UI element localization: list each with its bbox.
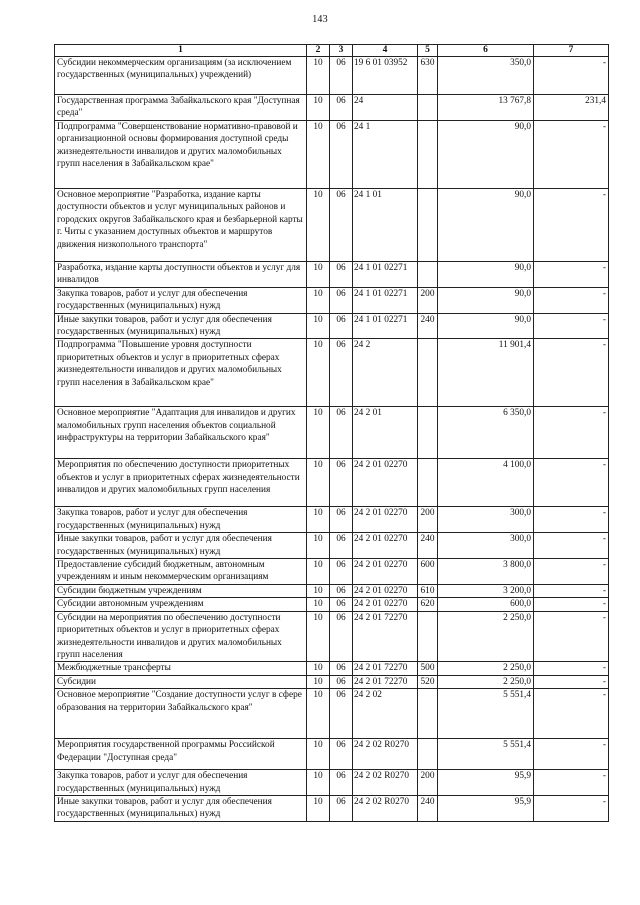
row-subsection: 06	[330, 611, 353, 662]
row-target-code: 24	[353, 95, 418, 121]
row-amount-2: -	[534, 675, 609, 688]
row-amount-2: -	[534, 598, 609, 611]
row-expense-type	[418, 739, 438, 770]
row-target-code: 24 2 01 72270	[353, 662, 418, 675]
row-section: 10	[307, 795, 330, 821]
row-amount: 95,9	[438, 795, 534, 821]
row-name: Закупка товаров, работ и услуг для обеспечения государственных (муниципальных) нужд	[55, 507, 307, 533]
row-target-code: 24 1 01	[353, 189, 418, 262]
row-subsection: 06	[330, 57, 353, 95]
table-row	[55, 584, 609, 597]
row-amount: 90,0	[438, 287, 534, 313]
page-number: 143	[312, 14, 328, 25]
row-section: 10	[307, 313, 330, 339]
row-amount-2: -	[534, 287, 609, 313]
row-expense-type	[418, 689, 438, 739]
row-name: Мероприятия по обеспечению доступности приоритетных объектов и услуг в приоритетных сферах жизнедеятельности инвалидов и других маломобильных групп населения	[55, 459, 307, 507]
table-row	[55, 313, 609, 339]
row-section: 10	[307, 662, 330, 675]
table-row	[55, 287, 609, 313]
row-amount-2: -	[534, 189, 609, 262]
row-amount: 3 800,0	[438, 559, 534, 585]
row-target-code: 24 2 02 R0270	[353, 770, 418, 796]
row-section: 10	[307, 739, 330, 770]
row-target-code: 24 2 02	[353, 689, 418, 739]
table-row	[55, 662, 609, 675]
row-amount-2: -	[534, 57, 609, 95]
row-amount: 13 767,8	[438, 95, 534, 121]
table-row	[55, 533, 609, 559]
row-amount: 90,0	[438, 189, 534, 262]
row-amount-2: -	[534, 262, 609, 288]
table-row	[55, 559, 609, 585]
row-subsection: 06	[330, 675, 353, 688]
row-amount-2: -	[534, 584, 609, 597]
table-row	[55, 262, 609, 288]
row-section: 10	[307, 584, 330, 597]
row-target-code: 24 2 01 72270	[353, 675, 418, 688]
row-subsection: 06	[330, 407, 353, 459]
row-section: 10	[307, 598, 330, 611]
row-expense-type: 630	[418, 57, 438, 95]
row-amount: 90,0	[438, 313, 534, 339]
table-row	[55, 770, 609, 796]
header-col-2: 2	[307, 45, 330, 57]
row-amount: 3 200,0	[438, 584, 534, 597]
row-target-code: 24 2	[353, 339, 418, 407]
row-target-code: 24 2 01 72270	[353, 611, 418, 662]
row-expense-type: 520	[418, 675, 438, 688]
row-amount-2: -	[534, 770, 609, 796]
row-target-code: 19 6 01 03952	[353, 57, 418, 95]
row-section: 10	[307, 57, 330, 95]
row-expense-type	[418, 95, 438, 121]
row-expense-type: 240	[418, 795, 438, 821]
row-target-code: 24 2 01 02270	[353, 459, 418, 507]
row-amount-2: -	[534, 795, 609, 821]
row-amount: 600,0	[438, 598, 534, 611]
row-subsection: 06	[330, 559, 353, 585]
row-amount-2: -	[534, 689, 609, 739]
row-subsection: 06	[330, 770, 353, 796]
row-name: Субсидии	[55, 675, 307, 688]
row-expense-type: 200	[418, 287, 438, 313]
row-subsection: 06	[330, 121, 353, 189]
row-name: Субсидии на мероприятия по обеспечению доступности приоритетных объектов и услуг в приоритетных сферах жизнедеятельности инвалидов и других маломобильных групп населения	[55, 611, 307, 662]
row-section: 10	[307, 770, 330, 796]
row-expense-type	[418, 339, 438, 407]
row-subsection: 06	[330, 662, 353, 675]
row-amount-2: -	[534, 739, 609, 770]
row-name: Основное мероприятие "Адаптация для инвалидов и других маломобильных групп населения объектов социальной инфраструктуры на территории Забайкальского края"	[55, 407, 307, 459]
row-subsection: 06	[330, 287, 353, 313]
row-amount: 2 250,0	[438, 662, 534, 675]
row-target-code: 24 2 02 R0270	[353, 739, 418, 770]
row-amount: 350,0	[438, 57, 534, 95]
row-amount-2: 231,4	[534, 95, 609, 121]
table-row	[55, 611, 609, 662]
header-col-7: 7	[534, 45, 609, 57]
row-expense-type: 620	[418, 598, 438, 611]
row-amount: 95,9	[438, 770, 534, 796]
row-name: Разработка, издание карты доступности объектов и услуг для инвалидов	[55, 262, 307, 288]
row-name: Подпрограмма "Повышение уровня доступности приоритетных объектов и услуг в приоритетных сферах жизнедеятельности инвалидов и других маломобильных групп населения в Забайкальском крае"	[55, 339, 307, 407]
table-row	[55, 675, 609, 688]
row-subsection: 06	[330, 262, 353, 288]
row-expense-type: 240	[418, 533, 438, 559]
row-subsection: 06	[330, 689, 353, 739]
row-subsection: 06	[330, 507, 353, 533]
row-expense-type	[418, 407, 438, 459]
row-name: Иные закупки товаров, работ и услуг для обеспечения государственных (муниципальных) нужд	[55, 313, 307, 339]
table-row	[55, 57, 609, 95]
row-section: 10	[307, 121, 330, 189]
row-section: 10	[307, 189, 330, 262]
table-row	[55, 795, 609, 821]
header-col-3: 3	[330, 45, 353, 57]
row-section: 10	[307, 507, 330, 533]
row-section: 10	[307, 287, 330, 313]
header-col-1: 1	[55, 45, 307, 57]
row-target-code: 24 2 01 02270	[353, 507, 418, 533]
row-name: Субсидии бюджетным учреждениям	[55, 584, 307, 597]
row-section: 10	[307, 611, 330, 662]
table-row	[55, 598, 609, 611]
table-row	[55, 121, 609, 189]
row-name: Предоставление субсидий бюджетным, автономным учреждениям и иным некоммерческим организациям	[55, 559, 307, 585]
row-target-code: 24 2 01 02270	[353, 598, 418, 611]
row-subsection: 06	[330, 739, 353, 770]
header-row	[55, 45, 609, 57]
table-row	[55, 339, 609, 407]
row-subsection: 06	[330, 795, 353, 821]
row-expense-type	[418, 262, 438, 288]
row-target-code: 24 2 01	[353, 407, 418, 459]
row-subsection: 06	[330, 533, 353, 559]
table-row	[55, 689, 609, 739]
header-col-4: 4	[353, 45, 418, 57]
row-amount-2: -	[534, 559, 609, 585]
row-name: Подпрограмма "Совершенствование нормативно-правовой и организационной основы формирования доступной среды жизнедеятельности инвалидов и других маломобильных групп населения в Забайкальском крае"	[55, 121, 307, 189]
row-amount-2: -	[534, 459, 609, 507]
row-target-code: 24 2 01 02270	[353, 559, 418, 585]
row-expense-type: 600	[418, 559, 438, 585]
row-amount-2: -	[534, 507, 609, 533]
row-amount-2: -	[534, 407, 609, 459]
row-name: Основное мероприятие "Разработка, издание карты доступности объектов и услуг муниципальных районов и городских округов Забайкальского края и безбарьерной карты г. Читы с указанием доступных объектов и маршрутов движения низкопольного транспорта"	[55, 189, 307, 262]
row-subsection: 06	[330, 189, 353, 262]
row-subsection: 06	[330, 584, 353, 597]
row-name: Субсидии автономным учреждениям	[55, 598, 307, 611]
row-section: 10	[307, 262, 330, 288]
row-amount: 4 100,0	[438, 459, 534, 507]
row-name: Закупка товаров, работ и услуг для обеспечения государственных (муниципальных) нужд	[55, 287, 307, 313]
row-amount: 5 551,4	[438, 689, 534, 739]
row-amount-2: -	[534, 339, 609, 407]
table-row	[55, 95, 609, 121]
row-amount-2: -	[534, 662, 609, 675]
row-name: Основное мероприятие "Создание доступности услуг в сфере образования на территории Забайкальского края"	[55, 689, 307, 739]
row-target-code: 24 1 01 02271	[353, 287, 418, 313]
row-expense-type	[418, 459, 438, 507]
row-amount: 5 551,4	[438, 739, 534, 770]
row-amount: 90,0	[438, 121, 534, 189]
row-name: Государственная программа Забайкальского края "Доступная среда"	[55, 95, 307, 121]
row-target-code: 24 1 01 02271	[353, 262, 418, 288]
row-target-code: 24 2 02 R0270	[353, 795, 418, 821]
row-amount: 11 901,4	[438, 339, 534, 407]
row-expense-type: 240	[418, 313, 438, 339]
row-target-code: 24 1 01 02271	[353, 313, 418, 339]
budget-table	[54, 44, 609, 822]
row-name: Иные закупки товаров, работ и услуг для обеспечения государственных (муниципальных) нужд	[55, 795, 307, 821]
row-amount: 90,0	[438, 262, 534, 288]
table-row	[55, 507, 609, 533]
table-row	[55, 459, 609, 507]
row-subsection: 06	[330, 459, 353, 507]
row-expense-type: 200	[418, 770, 438, 796]
row-amount: 300,0	[438, 507, 534, 533]
row-subsection: 06	[330, 95, 353, 121]
row-section: 10	[307, 675, 330, 688]
row-amount-2: -	[534, 121, 609, 189]
row-amount: 300,0	[438, 533, 534, 559]
table-body	[55, 57, 609, 822]
row-section: 10	[307, 407, 330, 459]
row-name: Иные закупки товаров, работ и услуг для обеспечения государственных (муниципальных) нужд	[55, 533, 307, 559]
header-col-6: 6	[438, 45, 534, 57]
table-row	[55, 189, 609, 262]
row-subsection: 06	[330, 313, 353, 339]
row-section: 10	[307, 95, 330, 121]
row-expense-type	[418, 121, 438, 189]
row-expense-type: 200	[418, 507, 438, 533]
row-amount: 2 250,0	[438, 611, 534, 662]
row-amount-2: -	[534, 533, 609, 559]
row-name: Мероприятия государственной программы Российской Федерации "Доступная среда"	[55, 739, 307, 770]
row-section: 10	[307, 533, 330, 559]
row-expense-type: 500	[418, 662, 438, 675]
row-section: 10	[307, 339, 330, 407]
row-expense-type: 610	[418, 584, 438, 597]
row-amount-2: -	[534, 611, 609, 662]
table-row	[55, 739, 609, 770]
row-expense-type	[418, 189, 438, 262]
row-target-code: 24 1	[353, 121, 418, 189]
row-name: Межбюджетные трансферты	[55, 662, 307, 675]
row-amount: 6 350,0	[438, 407, 534, 459]
row-amount-2: -	[534, 313, 609, 339]
row-expense-type	[418, 611, 438, 662]
header-col-5: 5	[418, 45, 438, 57]
row-subsection: 06	[330, 339, 353, 407]
table-row	[55, 407, 609, 459]
row-subsection: 06	[330, 598, 353, 611]
row-section: 10	[307, 559, 330, 585]
row-name: Закупка товаров, работ и услуг для обеспечения государственных (муниципальных) нужд	[55, 770, 307, 796]
row-target-code: 24 2 01 02270	[353, 584, 418, 597]
row-section: 10	[307, 459, 330, 507]
row-section: 10	[307, 689, 330, 739]
row-amount: 2 250,0	[438, 675, 534, 688]
row-name: Субсидии некоммерческим организациям (за исключением государственных (муниципальных) учреждений)	[55, 57, 307, 95]
row-target-code: 24 2 01 02270	[353, 533, 418, 559]
